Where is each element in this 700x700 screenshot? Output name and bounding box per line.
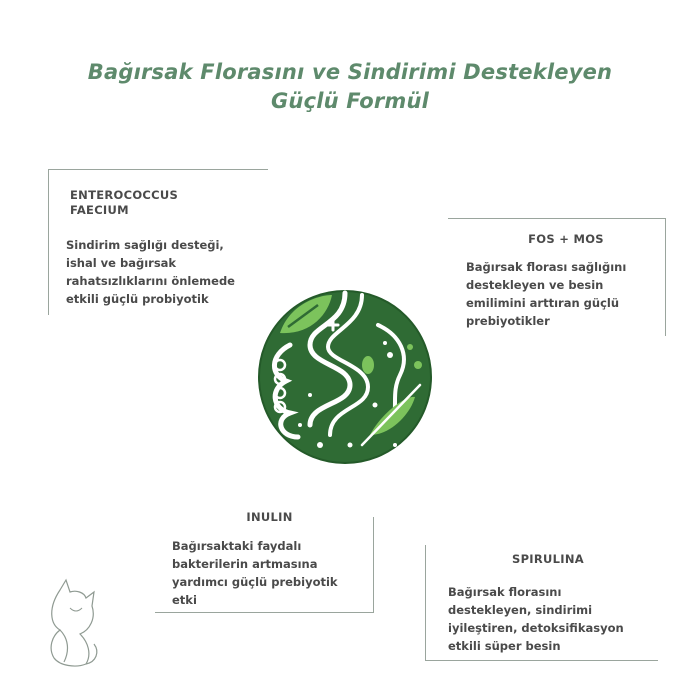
card-inulin-right-border [373,517,374,613]
card-spirulina-text [448,583,648,655]
card-fos-text-line: prebiyotikler [466,314,550,328]
card-spirulina-text-line: iyileştiren, detoksifikasyon [448,621,624,635]
card-inulin [172,510,367,609]
card-spirulina-bottom-border [425,660,658,661]
card-inulin-text-line: Bağırsaktaki faydalı [172,539,302,553]
card-inulin-text-line: etki [172,593,197,607]
card-spirulina-text-line: destekleyen, sindirimi [448,603,593,617]
card-enterococcus-left-border [48,169,49,315]
card-fos-text-line: destekleyen ve besin [466,278,604,292]
card-spirulina [448,552,648,655]
card-fos-text [466,258,656,330]
card-enterococcus-title-line-1: ENTEROCOCCUS [70,188,179,202]
card-fos-right-border [665,218,666,336]
card-enterococcus-title-line-2: FAECIUM [70,203,129,217]
card-fos [466,232,656,330]
card-inulin-text [172,537,367,609]
card-enterococcus-text-line: etkili güçlü probiyotik [66,292,209,306]
card-fos-text-line: Bağırsak florası sağlığını [466,260,627,274]
card-spirulina-text-line: Bağırsak florasını [448,585,562,599]
card-enterococcus-text-line: Sindirim sağlığı desteği, [66,238,224,252]
card-enterococcus-top-border [48,169,268,170]
card-spirulina-text-line: etkili süper besin [448,639,561,653]
card-enterococcus-title [70,188,270,218]
title-line-1: Bağırsak Florasını ve Sindirimi Destekleyen [87,60,613,84]
card-enterococcus-text-line: ishal ve bağırsak [66,256,177,270]
title-line-2: Güçlü Formül [270,89,430,113]
card-inulin-text-line: yardımcı güçlü prebiyotik [172,575,338,589]
card-inulin-bottom-border [155,612,374,613]
card-spirulina-left-border [425,545,426,661]
card-fos-top-border [448,218,666,219]
gut-flora-icon [250,285,440,465]
card-enterococcus-text [66,236,270,308]
card-inulin-text-line: bakterilerin artmasına [172,557,318,571]
card-fos-title: FOS + MOS [528,232,604,246]
card-inulin-title: INULIN [246,510,293,524]
card-enterococcus [66,188,270,308]
card-spirulina-title: SPIRULINA [511,552,584,566]
page-title [40,58,660,116]
cat-dog-logo-icon [40,578,102,668]
card-enterococcus-text-line: rahatsızlıklarını önlemede [66,274,235,288]
card-fos-text-line: emilimini arttıran güçlü [466,296,620,310]
